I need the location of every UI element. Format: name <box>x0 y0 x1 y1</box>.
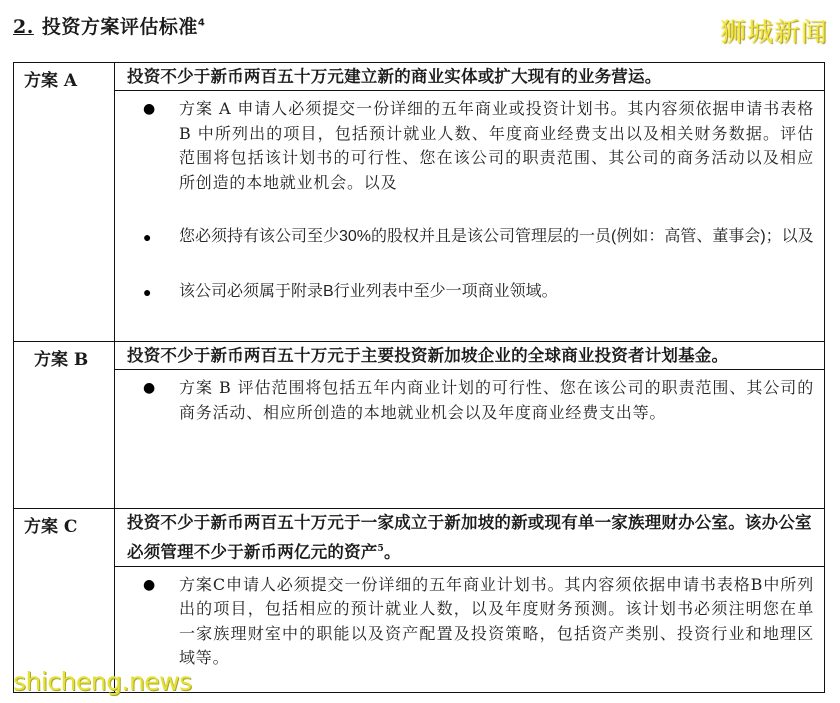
bullet-icon: ● <box>143 101 157 117</box>
bullet-icon: ● <box>143 229 152 245</box>
header-footnote: 5 <box>377 544 384 554</box>
list-item: ● 该公司必须属于附录B行业列表中至少一项商业领域。 <box>115 280 814 305</box>
option-a-details <box>115 90 824 341</box>
table-row-option-c <box>14 509 825 693</box>
option-b-details <box>115 369 824 482</box>
bullet-icon: ● <box>143 283 152 300</box>
option-b-content <box>115 342 825 509</box>
bullet-icon: ● <box>143 380 157 396</box>
watermark-site-bottom: shicheng.news <box>13 667 192 696</box>
list-item: ● 方案 A 申请人必须提交一份详细的五年商业或投资计划书。其内容须依据申请书表格 B 中所列出的项目，包括预计就业人数、年度商业经费支出以及相关财务数据。评估范围将包括该计划书的可行性、您在该公司的职责范围、其公司的商务活动以及相应所创造的本地就业机会。以及 <box>143 99 814 192</box>
option-a-label: 方案 A <box>14 63 115 342</box>
option-a-content <box>115 63 825 342</box>
option-b-bullets <box>115 370 824 425</box>
option-b-label: 方案 B <box>14 342 115 509</box>
list-item: ● 方案 B 评估范围将包括五年内商业计划的可行性、您在该公司的职责范围、其公司的商务活动、相应所创造的本地就业机会以及年度商业经费支出等。 <box>143 378 814 422</box>
option-c-details <box>115 566 824 692</box>
option-b-header: 投资不少于新币两百五十万元于主要投资新加坡企业的全球商业投资者计划基金。 <box>127 346 729 365</box>
bullet-icon: ● <box>143 576 157 593</box>
list-item: ● 您必须持有该公司至少30%的股权并且是该公司管理层的一员(例如：高管、董事会)；以及 <box>115 225 814 250</box>
list-item: ● 方案C申请人必须提交一份详细的五年商业计划书。其内容须依据申请书表格B中所列出的项目，包括相应的预计就业人数，以及年度财务预测。该计划书必须注明您在单一家族理财室中的职能以及资产配置及投资策略，包括资产类别、投资行业和地理区域等。 <box>143 574 814 667</box>
option-a-header: 投资不少于新币两百五十万元建立新的商业实体或扩大现有的业务营运。 <box>127 67 662 86</box>
option-c-label: 方案 C <box>14 509 115 693</box>
option-a-bullets <box>115 91 824 304</box>
option-c-content <box>115 509 825 693</box>
section-title <box>13 12 205 39</box>
option-c-bullets <box>115 567 824 671</box>
section-title-text: 投资方案评估标准 <box>41 16 198 38</box>
title-footnote: 4 <box>197 17 206 29</box>
table-row-option-a <box>14 63 825 342</box>
watermark-logo-top: 狮城新闻 <box>720 18 829 48</box>
option-c-header: 投资不少于新币两百五十万元于一家成立于新加坡的新或现有单一家族理财办公室。该办公室必须管理不少于新币两亿元的资产$^5$。 <box>127 513 812 562</box>
investment-criteria-table <box>13 62 825 693</box>
section-number: 2. <box>13 16 34 38</box>
table-row-option-b <box>14 342 825 509</box>
